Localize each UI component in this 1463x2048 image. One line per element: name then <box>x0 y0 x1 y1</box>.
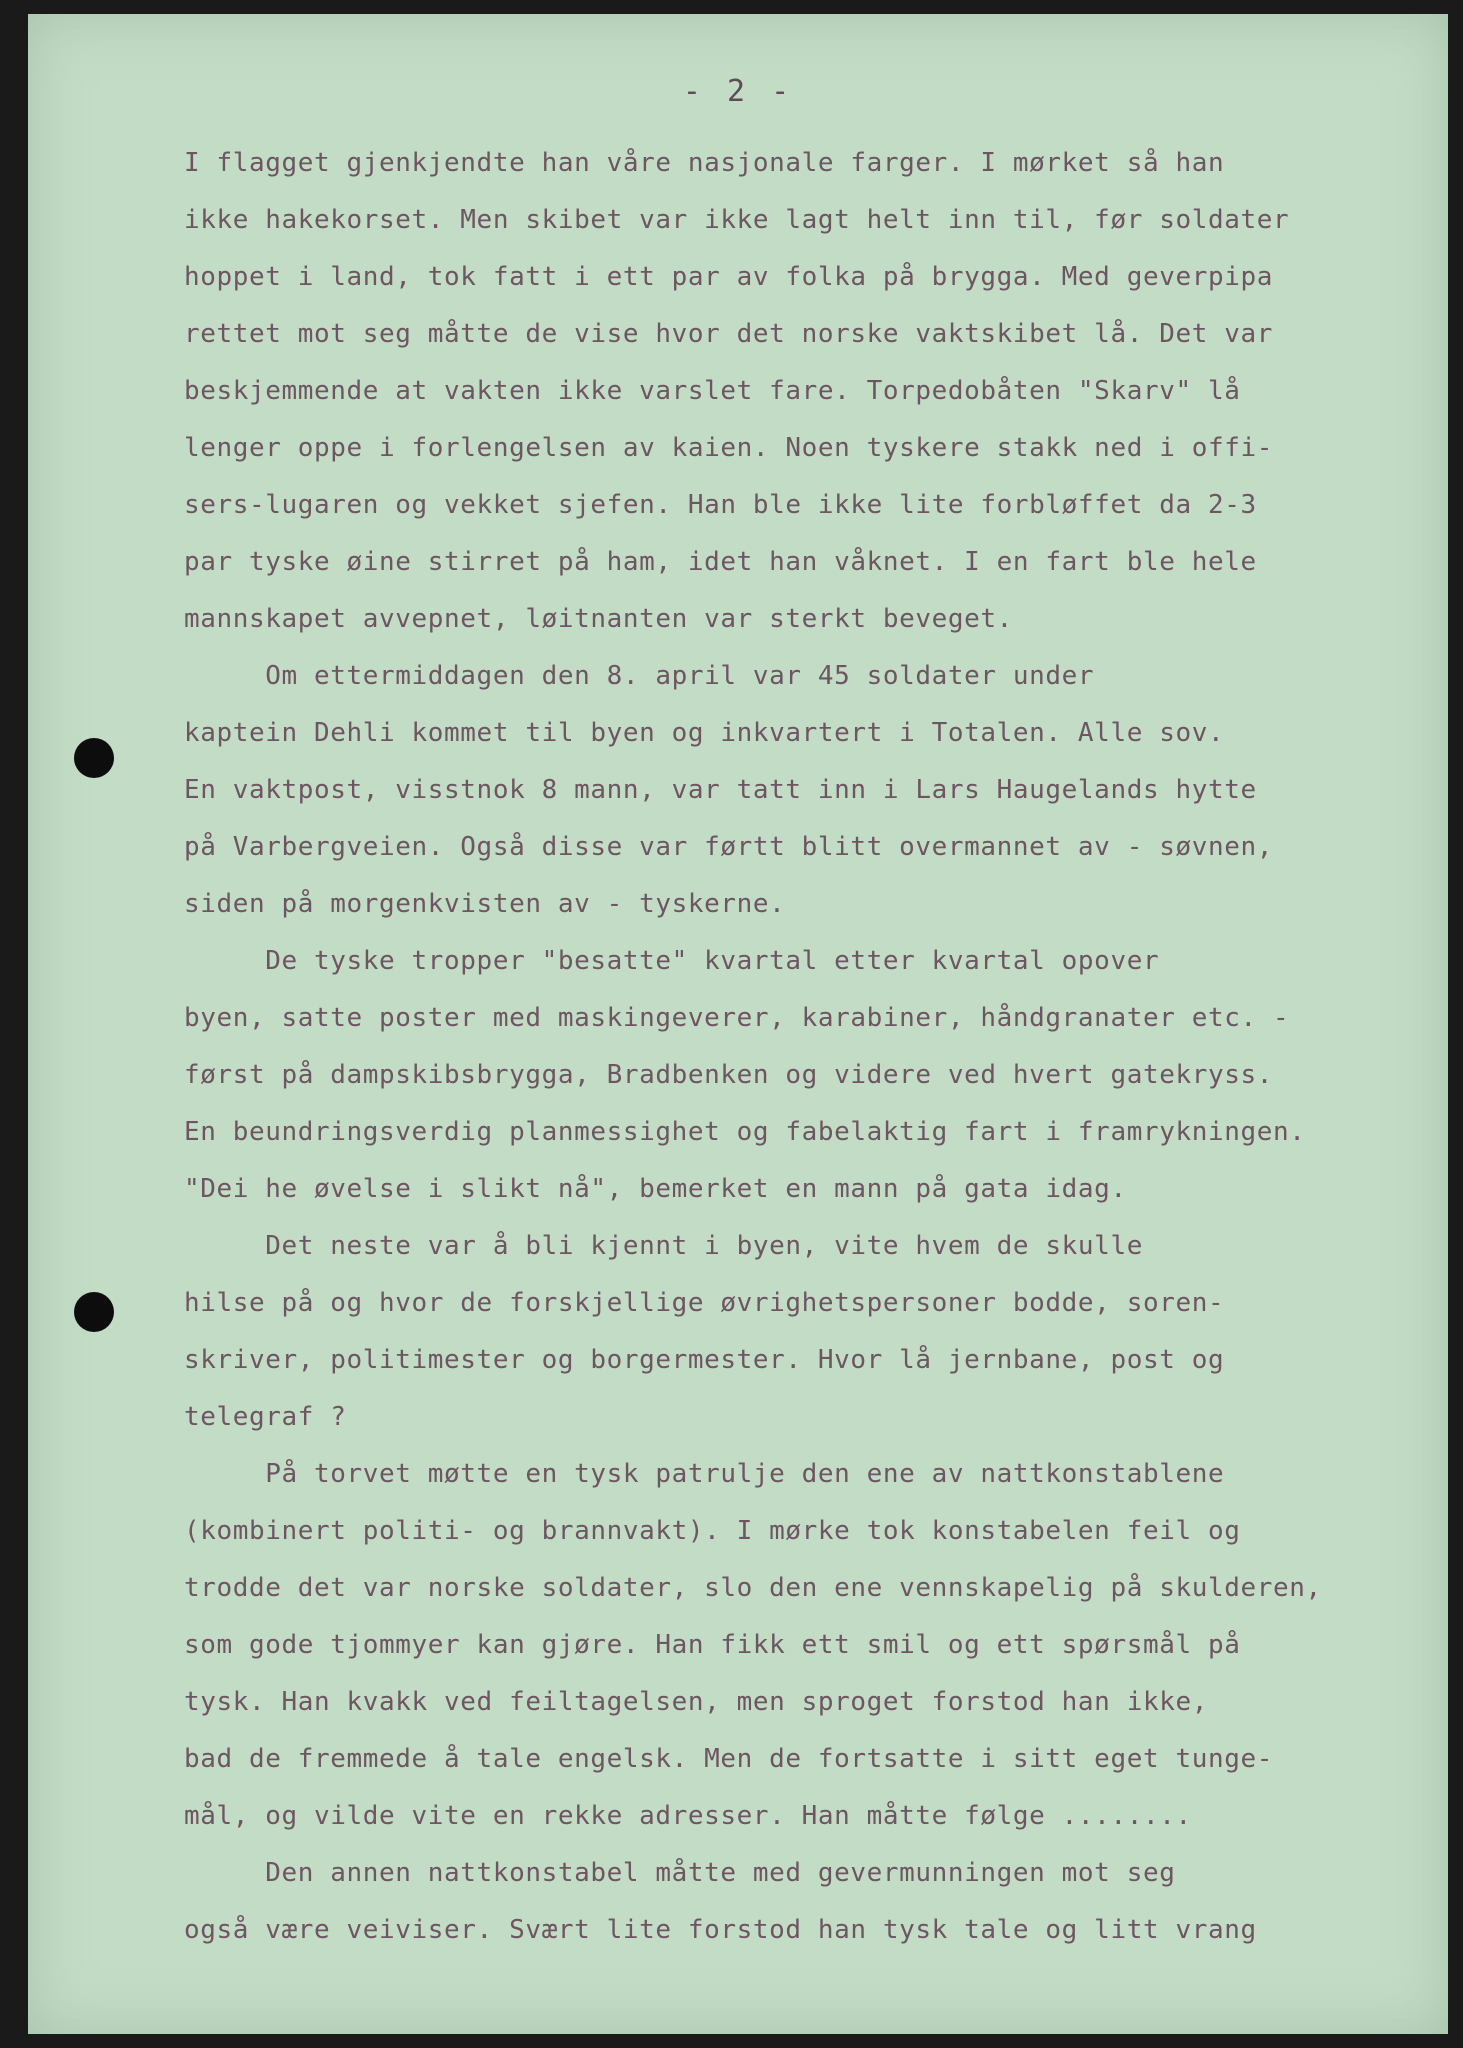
text-line: par tyske øine stirret på ham, idet han våknet. I en fart ble hele <box>184 547 1257 577</box>
punch-hole <box>74 1292 114 1332</box>
text-line: lenger oppe i forlengelsen av kaien. Noen tyskere stakk ned i offi- <box>184 433 1273 463</box>
text-line: En vaktpost, visstnok 8 mann, var tatt inn i Lars Haugelands hytte <box>184 775 1257 805</box>
text-line: mannskapet avvepnet, løitnanten var sterkt beveget. <box>184 604 1013 634</box>
text-line: trodde det var norske soldater, slo den ene vennskapelig på skulderen, <box>184 1573 1322 1603</box>
text-line: (kombinert politi- og brannvakt). I mørke tok konstabelen feil og <box>184 1516 1241 1546</box>
text-line: Om ettermiddagen den 8. april var 45 soldater under <box>184 661 1095 691</box>
text-line: mål, og vilde vite en rekke adresser. Han måtte følge ........ <box>184 1801 1192 1831</box>
text-line: tysk. Han kvakk ved feiltagelsen, men sproget forstod han ikke, <box>184 1687 1208 1717</box>
text-line: Det neste var å bli kjennt i byen, vite hvem de skulle <box>184 1231 1143 1261</box>
text-line: ikke hakekorset. Men skibet var ikke lagt helt inn til, før soldater <box>184 205 1290 235</box>
document-page <box>28 14 1448 2034</box>
text-line: på Varbergveien. Også disse var førtt blitt overmannet av - søvnen, <box>184 832 1273 862</box>
text-line: På torvet møtte en tysk patrulje den ene av nattkonstablene <box>184 1459 1225 1489</box>
text-line: De tyske tropper "besatte" kvartal etter kvartal opover <box>184 946 1160 976</box>
text-line: beskjemmende at vakten ikke varslet fare. Torpedobåten "Skarv" lå <box>184 376 1241 406</box>
text-line: som gode tjommyer kan gjøre. Han fikk ett smil og ett spørsmål på <box>184 1630 1241 1660</box>
text-line: "Dei he øvelse i slikt nå", bemerket en mann på gata idag. <box>184 1174 1127 1204</box>
text-line: telegraf ? <box>184 1402 347 1432</box>
text-line: kaptein Dehli kommet til byen og inkvartert i Totalen. Alle sov. <box>184 718 1225 748</box>
text-line: først på dampskibsbrygga, Bradbenken og videre ved hvert gatekryss. <box>184 1060 1273 1090</box>
text-line: siden på morgenkvisten av - tyskerne. <box>184 889 786 919</box>
text-line: En beundringsverdig planmessighet og fabelaktig fart i framrykningen. <box>184 1117 1306 1147</box>
text-line: rettet mot seg måtte de vise hvor det norske vaktskibet lå. Det var <box>184 319 1273 349</box>
text-line: byen, satte poster med maskingeverer, karabiner, håndgranater etc. - <box>184 1003 1290 1033</box>
text-line: sers-lugaren og vekket sjefen. Han ble ikke lite forbløffet da 2-3 <box>184 490 1257 520</box>
text-line: også være veiviser. Svært lite forstod han tysk tale og litt vrang <box>184 1915 1257 1945</box>
text-line: bad de fremmede å tale engelsk. Men de fortsatte i sitt eget tunge- <box>184 1744 1273 1774</box>
punch-hole <box>74 738 114 778</box>
text-line: Den annen nattkonstabel måtte med gevermunningen mot seg <box>184 1858 1176 1888</box>
text-line: I flagget gjenkjendte han våre nasjonale farger. I mørket så han <box>184 148 1225 178</box>
text-line: hilse på og hvor de forskjellige øvrighetspersoner bodde, soren- <box>184 1288 1225 1318</box>
text-line: hoppet i land, tok fatt i ett par av folka på brygga. Med geverpipa <box>184 262 1273 292</box>
text-line: skriver, politimester og borgermester. Hvor lå jernbane, post og <box>184 1345 1225 1375</box>
page-number: - 2 - <box>682 74 794 109</box>
